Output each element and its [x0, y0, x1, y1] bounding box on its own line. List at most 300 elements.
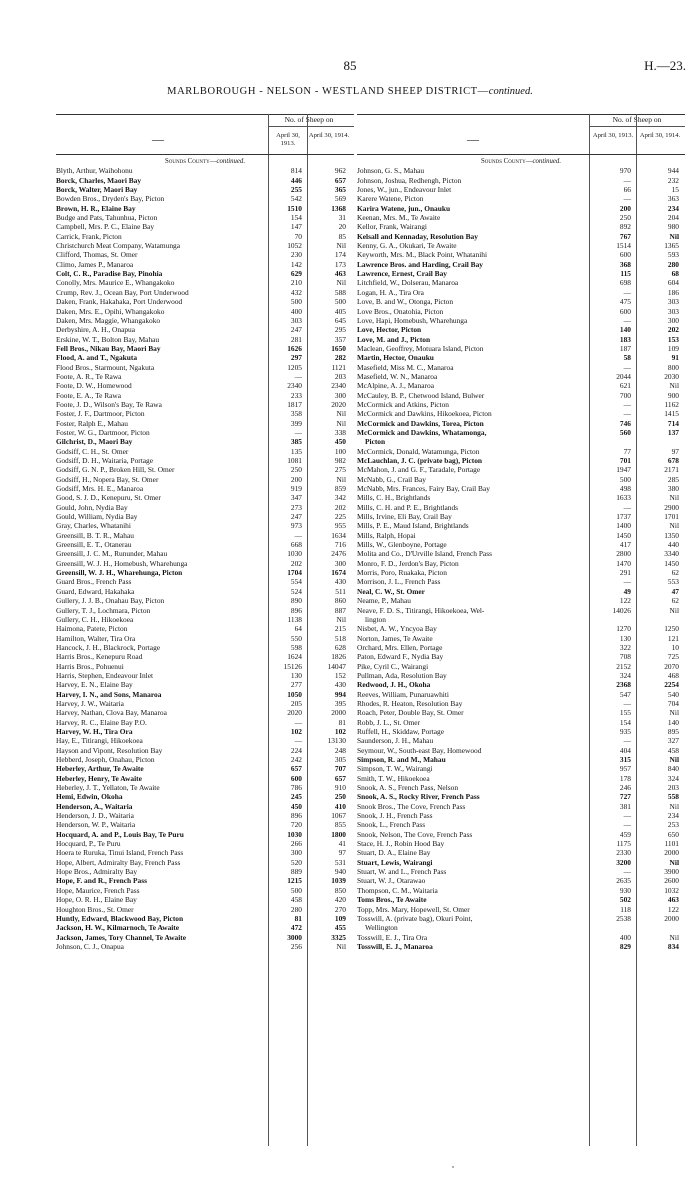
- sheep-1914: 250: [334, 792, 346, 802]
- holder-name: Flood Bros., Starmount, Ngakuta: [56, 362, 155, 372]
- table-row: [56, 708, 354, 717]
- table-row: [357, 353, 685, 362]
- holder-name: Ruffell, H., Skiddaw, Portage: [357, 726, 445, 736]
- sheep-1913: 291: [619, 568, 631, 578]
- sheep-1914: 303: [667, 306, 679, 316]
- sheep-1913: 727: [619, 792, 631, 802]
- sheep-1914: 13130: [327, 736, 346, 746]
- sheep-1914: Nil: [669, 857, 679, 867]
- table-row: [357, 540, 685, 549]
- holder-name: Harvey, J. W., Waitaria: [56, 698, 124, 708]
- table-row: [357, 531, 685, 540]
- table-row: [357, 811, 685, 820]
- sheep-1913: —: [294, 427, 302, 437]
- sheep-1914: 327: [667, 736, 679, 746]
- holder-name: Monro, F. D., Jerdon's Bay, Picton: [357, 558, 459, 568]
- table-row: [56, 587, 354, 596]
- table-row: [357, 325, 685, 334]
- page-number: 85: [343, 58, 357, 73]
- holder-name: Henderson, J. D., Waitaria: [56, 811, 134, 821]
- sheep-1914: 3340: [664, 549, 679, 559]
- sheep-1913: 256: [290, 941, 302, 951]
- table-row: [56, 755, 354, 764]
- sheep-1914: Nil: [669, 231, 679, 241]
- sheep-1914: 234: [667, 203, 679, 213]
- sheep-1913: 892: [619, 222, 631, 232]
- table-row: [357, 895, 685, 904]
- holder-name: Brown, H. R., Elaine Bay: [56, 203, 136, 213]
- table-row: [357, 316, 685, 325]
- table-row: [357, 456, 685, 465]
- sheep-1914: 363: [667, 194, 679, 204]
- sheep-1914: 270: [334, 904, 346, 914]
- sheep-1914: 2000: [331, 708, 346, 718]
- holder-name: McCormick and Dawkins, Whatamonga,: [357, 427, 487, 437]
- sheep-1913: 1081: [287, 456, 302, 465]
- sheep-1914: 41: [338, 839, 346, 849]
- sheep-1914: 1365: [664, 241, 679, 251]
- table-row: [56, 839, 354, 848]
- sheep-1914: 455: [334, 923, 346, 933]
- sheep-1913: 930: [619, 885, 631, 895]
- holder-name: Love, Hector, Picton: [357, 325, 422, 335]
- sheep-1914: 280: [667, 259, 679, 269]
- holder-name: Hemi, Edwin, Okoha: [56, 792, 123, 802]
- sheep-1914: 1650: [331, 343, 346, 353]
- table-row: [357, 802, 685, 811]
- holder-name: Greensill, J. C. M., Rununder, Mahau: [56, 549, 168, 559]
- table-row: [56, 652, 354, 661]
- sheep-1914: Nil: [669, 493, 679, 503]
- table-row: [357, 503, 685, 512]
- sheep-1914: 2000: [664, 848, 679, 858]
- holder-name: Godsiff, D. H., Waitaria, Portage: [56, 456, 154, 465]
- sheep-1914: 962: [334, 166, 346, 176]
- sheep-1913: —: [623, 820, 631, 830]
- holder-name: Maclean, Geoffrey, Motuara Island, Picton: [357, 343, 484, 353]
- table-row: [357, 391, 685, 400]
- sheep-1914: 725: [667, 652, 679, 662]
- table-row: [56, 876, 354, 885]
- table-row: [357, 381, 685, 390]
- sheep-1913: —: [623, 577, 631, 587]
- sheep-1913: 970: [619, 166, 631, 176]
- holder-name: Godsiff, G. N. P., Broken Hill, St. Omer: [56, 465, 175, 475]
- table-row: [56, 867, 354, 876]
- sheep-1913: —: [623, 315, 631, 325]
- sheep-1914: 2900: [664, 502, 679, 512]
- sheep-1914: 1350: [664, 530, 679, 540]
- name-column-header: —: [467, 132, 479, 146]
- holder-name: Greensill, E. T., Otanerau: [56, 540, 132, 550]
- sheep-1914: 450: [334, 437, 346, 447]
- holder-name: Bowden Bros., Dryden's Bay, Picton: [56, 194, 165, 204]
- sheep-1914: Nil: [336, 941, 346, 951]
- table-row: [56, 905, 354, 914]
- sheep-1914: 380: [667, 484, 679, 494]
- table-row: [357, 699, 685, 708]
- table-row: [357, 250, 685, 259]
- sheep-1914: 248: [334, 745, 346, 755]
- sheep-1913: 458: [290, 895, 302, 905]
- sheep-1913: —: [294, 530, 302, 540]
- sheep-1913: 187: [619, 343, 631, 353]
- section-continued: continued.: [532, 158, 562, 165]
- table-row: [56, 381, 354, 390]
- name-column-header: —: [152, 132, 164, 146]
- table-row: [357, 559, 685, 568]
- holder-name: Daken, Frank, Hakahaka, Port Underwood: [56, 297, 183, 307]
- table-row: [357, 942, 685, 951]
- sheep-1914: 1162: [664, 399, 679, 409]
- sheep-1914: 895: [667, 726, 679, 736]
- holder-name: Harvey, W. H., Tira Ora: [56, 726, 133, 736]
- sheep-1914: 558: [667, 792, 679, 802]
- sheep-1914: 704: [667, 698, 679, 708]
- holder-name: Borck, Charles, Maori Bay: [56, 175, 142, 185]
- sheep-1913: 250: [290, 465, 302, 475]
- table-row: [357, 914, 685, 923]
- sheep-1913: 2044: [616, 371, 631, 381]
- table-row: [357, 409, 685, 418]
- table-row: [56, 232, 354, 241]
- table-row: [357, 335, 685, 344]
- sheep-1913: 2340: [287, 381, 302, 391]
- holder-name: Colt, C. R., Paradise Bay, Pinohia: [56, 269, 163, 279]
- sheep-1913: 358: [290, 409, 302, 419]
- holder-name: Henderson, A., Waitaria: [56, 801, 133, 811]
- sheep-1913: 500: [619, 474, 631, 484]
- holder-name: Gilchrist, D., Maori Bay: [56, 437, 133, 447]
- sheep-1914: 410: [334, 801, 346, 811]
- sheep-1914: 650: [667, 829, 679, 839]
- sheep-1914: 2070: [664, 661, 679, 671]
- sheep-1913: 919: [290, 484, 302, 494]
- table-row: [357, 194, 685, 203]
- sheep-1913: 1470: [616, 558, 631, 568]
- table-row: [56, 204, 354, 213]
- holder-name: Paton, Edward F., Nydia Bay: [357, 652, 444, 662]
- sheep-1913: 598: [290, 642, 302, 652]
- holder-name: Guard Bros., French Pass: [56, 577, 132, 587]
- sheep-1914: 463: [334, 269, 346, 279]
- table-row: [357, 269, 685, 278]
- sheep-1914: Nil: [669, 381, 679, 391]
- sheep-1914: Nil: [336, 278, 346, 288]
- table-row: [56, 428, 354, 437]
- table-row: [56, 718, 354, 727]
- table-row: [56, 269, 354, 278]
- table-row: [56, 400, 354, 409]
- sheep-1913: 300: [290, 848, 302, 858]
- sheep-1914: 102: [334, 726, 346, 736]
- table-row: [56, 792, 354, 801]
- holder-name: Huntly, Edward, Blackwood Bay, Picton: [56, 913, 184, 923]
- sheep-1914: 955: [334, 521, 346, 531]
- sheep-1913: 1626: [287, 343, 302, 353]
- sheep-1914: 604: [667, 278, 679, 288]
- holder-name: Hope, Maurice, French Pass: [56, 885, 140, 895]
- sheep-1914: 357: [334, 334, 346, 344]
- holder-name: Pike, Cyril C., Wairangi: [357, 661, 429, 671]
- table-row: [357, 848, 685, 857]
- sheep-1913: 786: [290, 783, 302, 793]
- holder-name: Harvey, R. C., Elaine Bay P.O.: [56, 717, 147, 727]
- sheep-1914: 68: [671, 269, 679, 279]
- sheep-1913: 600: [619, 250, 631, 260]
- holder-name: Henderson, W. P., Waitaria: [56, 820, 136, 830]
- table-row: [357, 419, 685, 428]
- holder-name: Fell Bros., Nikau Bay, Maori Bay: [56, 343, 161, 353]
- table-row: [357, 690, 685, 699]
- holder-name: Jackson, James, Tory Channel, Te Awaite: [56, 932, 187, 942]
- holder-name: Keenan, Mrs. M., Te Awaite: [357, 213, 441, 223]
- table-row: [357, 475, 685, 484]
- sheep-1913: —: [294, 371, 302, 381]
- sheep-1913: 560: [619, 427, 631, 437]
- holder-name: Christchurch Meat Company, Watamunga: [56, 241, 180, 251]
- table-row: [357, 297, 685, 306]
- holder-name: Stuart, W. J., Otarawao: [357, 876, 426, 886]
- sheep-1914: 85: [338, 231, 346, 241]
- sheep-1913: 200: [619, 203, 631, 213]
- sheep-1913: —: [623, 409, 631, 419]
- sheep-1913: 178: [619, 773, 631, 783]
- holder-name: Thompson, C. M., Waitaria: [357, 885, 438, 895]
- holder-name: Campbell, Mrs. P. C., Elaine Bay: [56, 222, 155, 232]
- holder-name: Mills, Irvine, Eli Bay, Crail Bay: [357, 512, 452, 522]
- sheep-1914: 944: [667, 166, 679, 176]
- sheep-1914: 500: [334, 297, 346, 307]
- sheep-1914: Nil: [336, 409, 346, 419]
- table-row: [357, 288, 685, 297]
- sheep-1914: 860: [334, 596, 346, 606]
- sheep-1914: 1826: [331, 652, 346, 662]
- sheep-1913: 147: [290, 222, 302, 232]
- holder-name: Mills, W., Glenboyne, Portage: [357, 540, 447, 550]
- sheep-1914: 203: [334, 371, 346, 381]
- sheep-1913: 1030: [287, 829, 302, 839]
- sheep-1914: 121: [667, 633, 679, 643]
- table-row: [357, 792, 685, 801]
- sheep-1914: 225: [334, 512, 346, 522]
- holder-name: lington: [365, 614, 386, 624]
- holder-name: Kenny, G. A., Okukari, Te Awaite: [357, 241, 457, 251]
- sheep-1914: 122: [667, 904, 679, 914]
- sheep-1914: 405: [334, 306, 346, 316]
- sheep-1913: 621: [619, 381, 631, 391]
- holder-name: McCormick and Dawkins, Torea, Picton: [357, 418, 484, 428]
- sheep-1914: 1368: [331, 203, 346, 213]
- sheep-1913: —: [623, 867, 631, 877]
- holder-name: Conolly, Mrs. Maurice E., Whangakoko: [56, 278, 175, 288]
- holder-name: Godsiff, H., Nopera Bay, St. Omer: [56, 474, 159, 484]
- sheep-1914: 232: [667, 175, 679, 185]
- holder-name: Stuart, Lewis, Wairangi: [357, 857, 433, 867]
- holder-name: Foster, J. F., Dartmoor, Picton: [56, 409, 145, 419]
- sheep-1913: 889: [290, 867, 302, 877]
- sheep-1914: 152: [334, 670, 346, 680]
- holder-name: Tosswill, E. J., Manaroa: [357, 941, 433, 951]
- section-heading: [357, 157, 685, 166]
- sheep-1914: 10: [671, 642, 679, 652]
- table-row: [56, 596, 354, 605]
- holder-name: Kelsall and Kennaday, Resolution Bay: [357, 231, 478, 241]
- header-bottom-rule: [357, 154, 685, 155]
- sheep-1914: 215: [334, 624, 346, 634]
- sheep-1914: 300: [334, 390, 346, 400]
- sheep-1913: —: [623, 736, 631, 746]
- sheep-1914: 47: [671, 586, 679, 596]
- sheep-1914: 714: [667, 418, 679, 428]
- sheep-1913: 210: [290, 278, 302, 288]
- holder-name: Nisbet, A. W., Yncyoa Bay: [357, 624, 437, 634]
- sheep-1914: 458: [667, 745, 679, 755]
- table-row: [56, 503, 354, 512]
- sheep-1914: 174: [334, 250, 346, 260]
- sheep-1913: 118: [620, 904, 631, 914]
- sheep-1914: 716: [334, 540, 346, 550]
- holder-name: Gray, Charles, Whatanihi: [56, 521, 131, 531]
- sheep-1913: 273: [290, 502, 302, 512]
- sheep-1913: 720: [290, 820, 302, 830]
- sheep-1913: 1947: [616, 465, 631, 475]
- sheep-1913: —: [294, 736, 302, 746]
- holder-name: Greensill, B. T. R., Mahau: [56, 530, 134, 540]
- holder-name: Gould, William, Nydia Bay: [56, 512, 138, 522]
- sheep-1913: 973: [290, 521, 302, 531]
- holder-name: Stuart, W. and L., French Pass: [357, 867, 447, 877]
- table-row: [56, 886, 354, 895]
- holder-name: Mills, P. E., Maud Island, Brightlands: [357, 521, 469, 531]
- holder-name: Foote, J. D., Wilson's Bay, Te Rawa: [56, 399, 162, 409]
- sheep-1914: 834: [667, 941, 679, 951]
- sheep-1914: 1250: [664, 624, 679, 634]
- holder-name: Hancock, J. H., Blackrock, Portage: [56, 642, 161, 652]
- sheep-1913: 245: [290, 792, 302, 802]
- table-row: [56, 736, 354, 745]
- sheep-1913: 446: [290, 175, 302, 185]
- sheep-1913: 1817: [287, 399, 302, 409]
- page-title-main: MARLBOROUGH - NELSON - WESTLAND SHEEP DISTRICT—: [167, 86, 489, 97]
- sheep-1914: 203: [667, 783, 679, 793]
- holder-name: Heberley, Arthur, Te Awaite: [56, 764, 144, 774]
- table-row: [357, 662, 685, 671]
- table-row: [357, 204, 685, 213]
- holder-name: Hope, F. and R., French Pass: [56, 876, 147, 886]
- sheep-1914: 295: [334, 325, 346, 335]
- sheep-1913: 500: [290, 885, 302, 895]
- table-row: [56, 615, 354, 624]
- sheep-1914: 300: [334, 558, 346, 568]
- sheep-1914: 588: [334, 287, 346, 297]
- sheep-1913: 698: [619, 278, 631, 288]
- table-row: [56, 419, 354, 428]
- holder-name: Redwood, J. H., Okoha: [357, 680, 431, 690]
- table-row: [56, 185, 354, 194]
- sheep-1913: 381: [619, 801, 631, 811]
- sheep-1914: 2000: [664, 913, 679, 923]
- holder-name: McCormick, Donald, Watamunga, Picton: [357, 446, 480, 456]
- holder-name: Climo, James P., Manaroa: [56, 259, 134, 269]
- table-row: [357, 222, 685, 231]
- sheep-1913: 890: [290, 596, 302, 606]
- sheep-1913: 155: [619, 708, 631, 718]
- holder-name: Good, S. J. D., Kenepuru, St. Omer: [56, 493, 161, 503]
- table-row: [56, 353, 354, 362]
- sheep-1913: 102: [290, 726, 302, 736]
- holder-name: Neave, F. D. S., Titirangi, Hikoekoea, Wel-: [357, 605, 485, 615]
- holder-name: Crump, Rev. J., Ocean Bay, Port Underwood: [56, 287, 189, 297]
- table-row: [357, 437, 685, 446]
- sheep-1913: 547: [619, 689, 631, 699]
- table-row: [56, 699, 354, 708]
- sheep-1914: 153: [667, 334, 679, 344]
- table-row: [357, 634, 685, 643]
- sheep-1913: 432: [290, 287, 302, 297]
- holder-name: Martin, Hector, Onauku: [357, 353, 434, 363]
- sheep-1913: 1633: [616, 493, 631, 503]
- sheep-1913: 183: [619, 334, 631, 344]
- sheep-1914: 850: [334, 885, 346, 895]
- holder-name: Snook, J. H., French Pass: [357, 811, 433, 821]
- table-row: [56, 521, 354, 530]
- holder-name: Norton, James, Te Awaite: [357, 633, 433, 643]
- col-1914-header: April 30, 1914.: [308, 132, 350, 139]
- table-row: [357, 764, 685, 773]
- sheep-1913: 500: [290, 297, 302, 307]
- sheep-1913: 277: [290, 680, 302, 690]
- sheep-1914: Nil: [336, 418, 346, 428]
- sheep-1913: 224: [290, 745, 302, 755]
- sheep-1914: 1415: [664, 409, 679, 419]
- sheep-1914: 430: [334, 680, 346, 690]
- holder-name: Blyth, Arthur, Waihohonu: [56, 166, 133, 176]
- table-row: [56, 213, 354, 222]
- table-row: [357, 830, 685, 839]
- sheep-1913: 2800: [616, 549, 631, 559]
- table-row: [56, 923, 354, 932]
- sheep-1914: 15: [671, 185, 679, 195]
- table-row: [357, 549, 685, 558]
- table-row: [56, 680, 354, 689]
- holder-name: Budge and Pats, Tahunhua, Picton: [56, 213, 158, 223]
- sheep-count-header: No. of Sheep on: [612, 115, 662, 124]
- holder-name: Gullery, J. J. B., Onahau Bay, Picton: [56, 596, 165, 606]
- sheep-1914: 14047: [327, 661, 346, 671]
- sheep-1914: 109: [667, 343, 679, 353]
- col-1913-header: April 30, 1913.: [276, 132, 300, 147]
- table-row: [56, 222, 354, 231]
- sheep-1913: 202: [290, 558, 302, 568]
- holder-name: Jones, W., jun., Endeavour Inlet: [357, 185, 452, 195]
- sheep-1914: 1634: [331, 530, 346, 540]
- sheep-1914: 900: [667, 390, 679, 400]
- sheep-1914: 940: [334, 867, 346, 877]
- sheep-1914: 140: [667, 717, 679, 727]
- page-speck: [452, 1166, 454, 1168]
- table-row: [56, 858, 354, 867]
- sheep-1914: Nil: [669, 755, 679, 764]
- sheep-1914: 840: [667, 764, 679, 774]
- sheep-1913: 1270: [616, 624, 631, 634]
- sheep-1913: 1624: [287, 652, 302, 662]
- holder-name: Neame, P., Mahau: [357, 596, 411, 606]
- sheep-1913: 746: [619, 418, 631, 428]
- table-row: [357, 577, 685, 586]
- sheep-1913: 600: [290, 773, 302, 783]
- sheep-1913: 668: [290, 540, 302, 550]
